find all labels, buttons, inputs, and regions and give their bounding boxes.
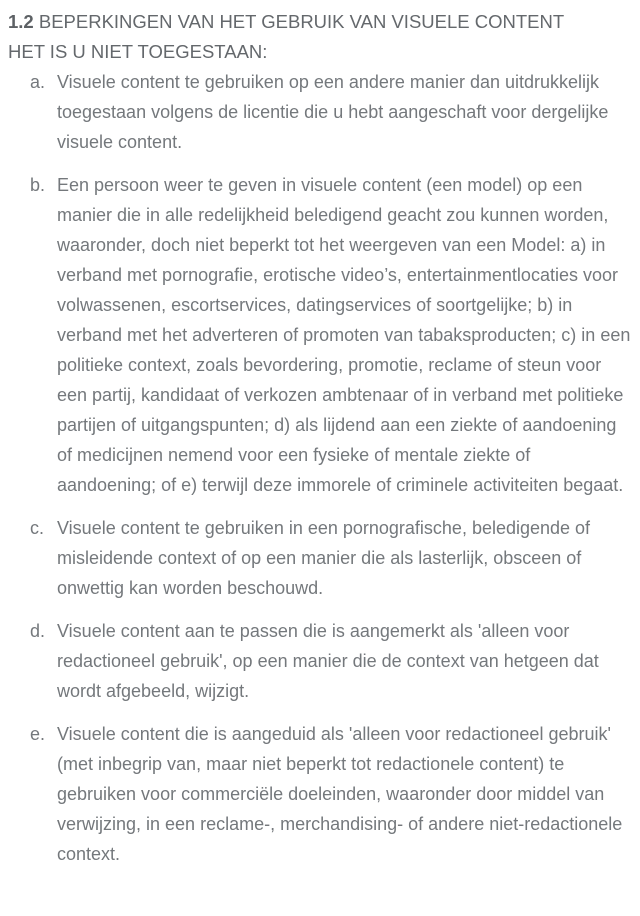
section-number: 1.2 [8,11,34,32]
restriction-item-c [8,513,632,603]
section-subheading: HET IS U NIET TOEGESTAAN: [8,41,268,62]
section-title: BEPERKINGEN VAN HET GEBRUIK VAN VISUELE CONTENT [38,11,565,32]
restriction-item-a [8,67,632,157]
restriction-item-marker: a. [30,72,46,92]
restriction-item-marker: b. [30,175,46,195]
section-heading [8,7,632,37]
restriction-item-text: Visuele content te gebruiken in een pornografische, beledigende of misleidende context of op een manier die als lasterlijk, obsceen of onwettig kan worden beschouwd. [57,518,591,598]
restriction-item-marker: e. [30,724,46,744]
restriction-item-marker: c. [30,518,45,538]
restriction-item-d [8,616,632,706]
restriction-item-b [8,170,632,500]
restrictions-list [8,67,632,869]
restriction-item-text: Visuele content te gebruiken op een andere manier dan uitdrukkelijk toegestaan volgens de licentie die u hebt aangeschaft voor dergelijke visuele content. [57,72,609,152]
restriction-item-text: Visuele content aan te passen die is aangemerkt als 'alleen voor redactioneel gebruik', op een manier die de context van hetgeen dat wordt afgebeeld, wijzigt. [57,621,599,701]
restriction-item-text: Visuele content die is aangeduid als 'alleen voor redactioneel gebruik' (met inbegrip van, maar niet beperkt tot redactionele content) te gebruiken voor commerciële doeleinden, waaronder door middel van verwijzing, in een reclame-, merchandising- of andere niet-redactionele context. [57,724,623,864]
restriction-item-marker: d. [30,621,46,641]
restriction-item-text: Een persoon weer te geven in visuele content (een model) op een manier die in alle redelijkheid beledigend geacht zou kunnen worden, waaronder, doch niet beperkt tot het weergeven van een Model: a) in verband met pornografie, erotische video’s, entertainmentlocaties voor volwassenen, escortservices, datingservices of soortgelijke; b) in verband met het adverteren of promoten van tabaksproducten; c) in een politieke context, zoals bevordering, promotie, reclame of steun voor een partij, kandidaat of verkozen ambtenaar of in verband met politieke partijen of uitgangspunten; d) als lijdend aan een ziekte of aandoening of medicijnen nemend voor een fysieke of mentale ziekte of aandoening; of e) terwijl deze immorele of criminele activiteiten begaat. [57,175,631,495]
restriction-item-e [8,719,632,869]
